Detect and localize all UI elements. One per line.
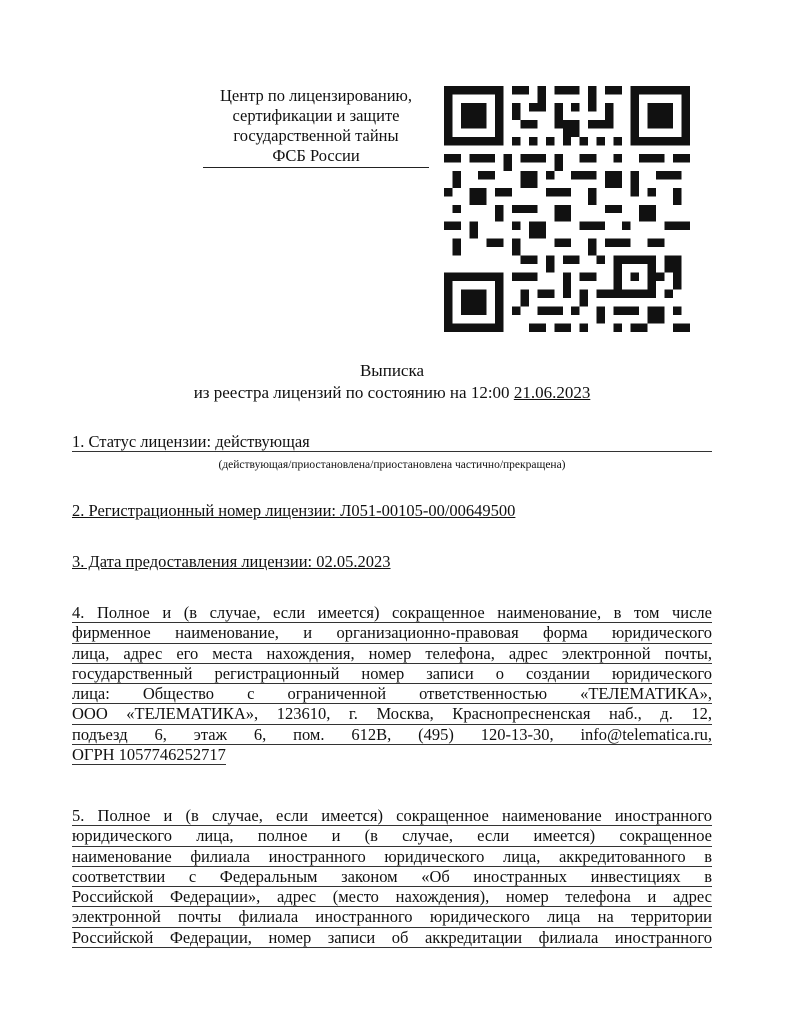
foreign-entity-line: юридического лица, полное и (в случае, если имеется) сокращенное bbox=[72, 826, 712, 846]
licensee-line: подъезд 6, этаж 6, пом. 612В, (495) 120-13-30, info@telematica.ru, bbox=[72, 724, 712, 744]
license-status-hint: (действующая/приостановлена/приостановлена частично/прекращена) bbox=[218, 459, 566, 471]
foreign-entity-details bbox=[72, 806, 712, 948]
foreign-entity-line: Российской Федерации», адрес (место нахождения), номер телефона и адрес bbox=[72, 887, 712, 907]
licensee-line: 4. Полное и (в случае, если имеется) сокращенное наименование, в том числе bbox=[72, 603, 712, 622]
issuer-line: сертификации и защите bbox=[232, 106, 400, 125]
foreign-entity-line: электронной почты филиала иностранного юридического лица на территории bbox=[72, 907, 712, 927]
extract-date: 21.06.2023 bbox=[513, 383, 591, 402]
issuer-underline bbox=[203, 167, 429, 168]
licensee-line: лица, адрес его места нахождения, номер телефона, адрес электронной почты, bbox=[72, 643, 712, 663]
license-status-field bbox=[72, 432, 712, 452]
issuer-line: государственной тайны bbox=[233, 126, 399, 145]
licensee-details bbox=[72, 603, 712, 770]
license-date: 3. Дата предоставления лицензии: 02.05.2023 bbox=[72, 552, 391, 571]
licensee-line: фирменное наименование, и организационно-правовая форма юридического bbox=[72, 623, 712, 643]
foreign-entity-line: Российской Федерации, номер записи об аккредитации филиала иностранного bbox=[72, 927, 712, 947]
qr-code-icon bbox=[444, 86, 690, 332]
licensee-ogrn: ОГРН 1057746252717 bbox=[72, 745, 226, 765]
licensee-line: ООО «ТЕЛЕМАТИКА», 123610, г. Москва, Краснопресненская наб., д. 12, bbox=[72, 704, 712, 724]
document-subtitle bbox=[72, 382, 712, 404]
licensee-line: лица: Общество с ограниченной ответственностью «ТЕЛЕМАТИКА», bbox=[72, 684, 712, 704]
license-status-label: 1. Статус лицензии: действующая bbox=[72, 432, 310, 451]
licensee-line: государственный регистрационный номер записи о создании юридического bbox=[72, 663, 712, 683]
subtitle-prefix: из реестра лицензий по состоянию на 12:00 bbox=[193, 383, 514, 402]
issuer-line: ФСБ России bbox=[272, 146, 360, 165]
issuer-block bbox=[203, 86, 429, 168]
foreign-entity-line: наименование филиала иностранного юридического лица, аккредитованного в bbox=[72, 846, 712, 866]
registration-number: 2. Регистрационный номер лицензии: Л051-00105-00/00649500 bbox=[72, 501, 516, 520]
document-title: Выписка bbox=[359, 361, 425, 380]
foreign-entity-line: соответствии с Федеральным законом «Об иностранных инвестициях в bbox=[72, 866, 712, 886]
foreign-entity-line: 5. Полное и (в случае, если имеется) сокращенное наименование иностранного bbox=[72, 806, 712, 825]
issuer-line: Центр по лицензированию, bbox=[220, 86, 412, 105]
